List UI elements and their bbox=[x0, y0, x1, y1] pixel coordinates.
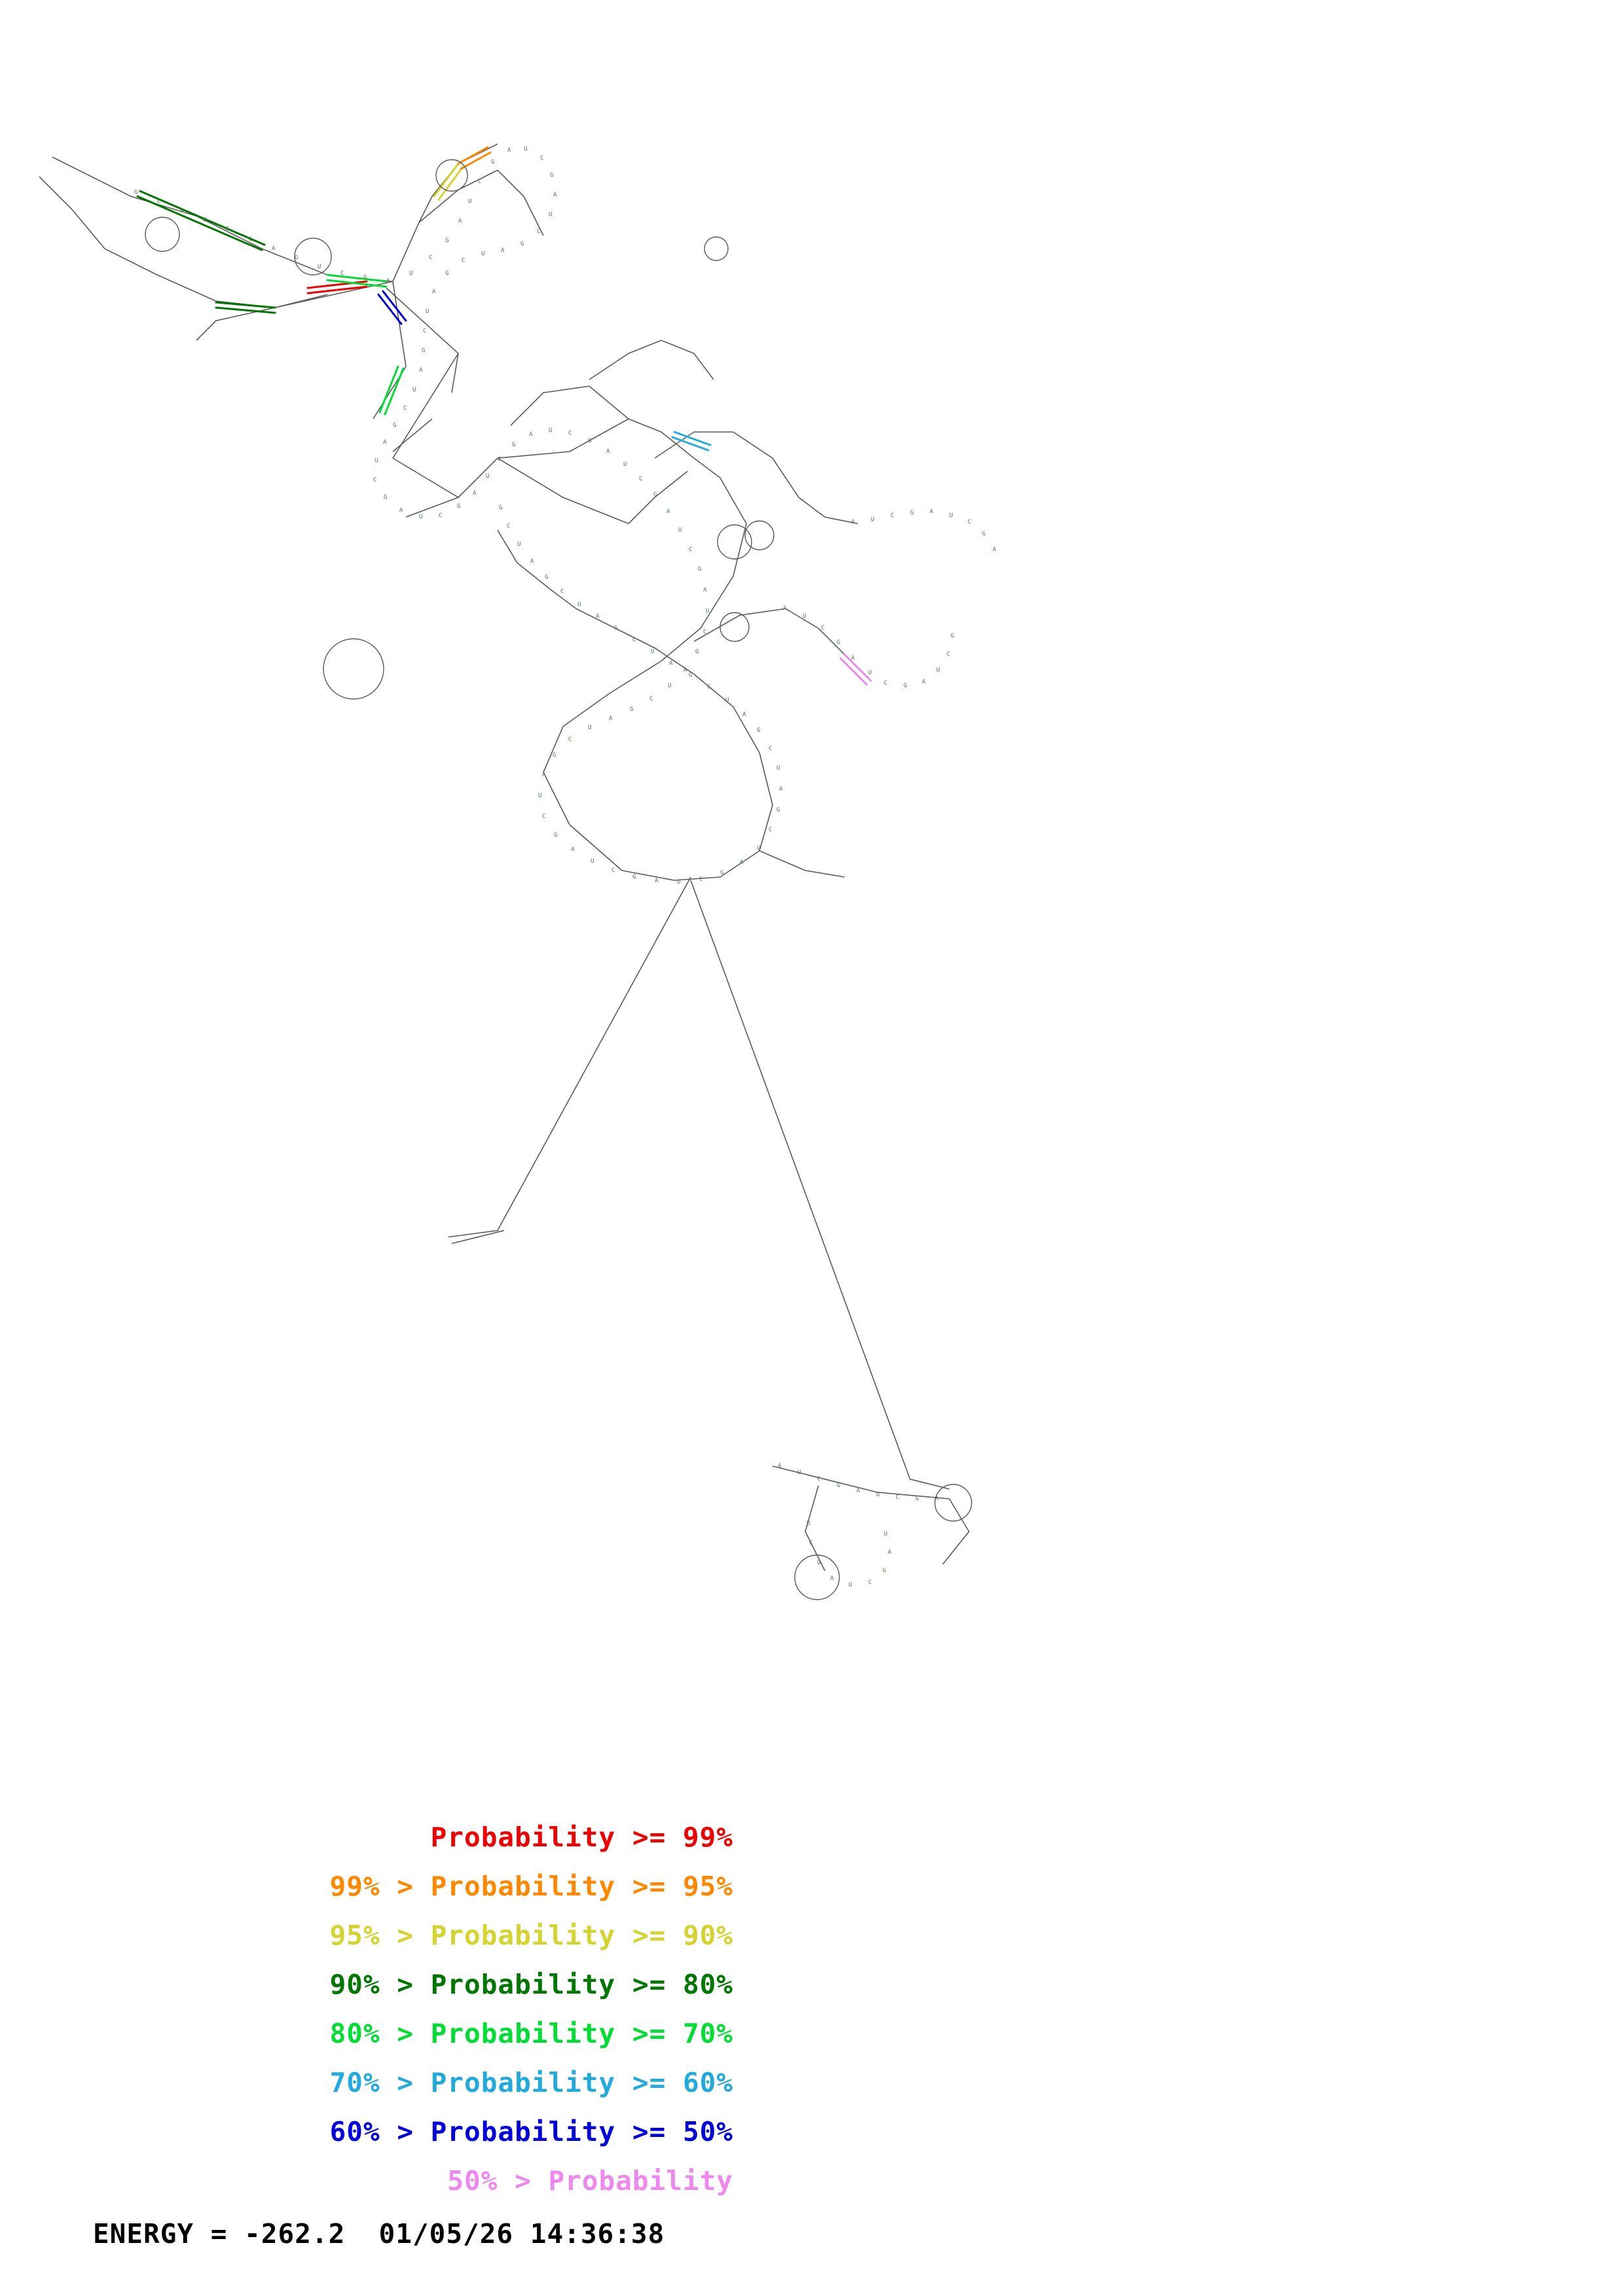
svg-text:G: G bbox=[982, 531, 986, 537]
svg-text:U: U bbox=[517, 541, 521, 548]
svg-text:U: U bbox=[757, 845, 761, 852]
svg-text:A: A bbox=[666, 509, 670, 515]
svg-text:A: A bbox=[553, 192, 557, 198]
svg-text:G: G bbox=[445, 238, 449, 244]
svg-text:U: U bbox=[549, 211, 553, 218]
svg-text:C: C bbox=[542, 814, 546, 820]
svg-text:C: C bbox=[507, 523, 511, 529]
legend-row: 50% > Probability bbox=[447, 2165, 733, 2197]
svg-text:C: C bbox=[540, 155, 544, 162]
svg-text:C: C bbox=[340, 270, 344, 277]
svg-text:A: A bbox=[432, 289, 436, 295]
svg-text:A: A bbox=[830, 1575, 834, 1582]
svg-text:G: G bbox=[757, 727, 761, 734]
svg-text:G: G bbox=[520, 241, 524, 247]
svg-text:G: G bbox=[445, 270, 449, 277]
svg-text:A: A bbox=[542, 772, 546, 778]
svg-text:U: U bbox=[803, 613, 807, 620]
svg-text:G: G bbox=[695, 649, 699, 655]
svg-text:U: U bbox=[486, 473, 490, 480]
svg-text:G: G bbox=[837, 639, 841, 646]
svg-text:C: C bbox=[769, 745, 773, 752]
svg-text:A: A bbox=[993, 547, 996, 553]
svg-text:U: U bbox=[524, 146, 528, 152]
svg-text:C: C bbox=[890, 512, 894, 519]
svg-text:A: A bbox=[856, 1488, 860, 1494]
svg-text:U: U bbox=[949, 512, 953, 519]
svg-text:U: U bbox=[577, 601, 581, 608]
svg-text:C: C bbox=[249, 236, 253, 243]
svg-text:C: C bbox=[649, 696, 653, 702]
svg-text:A: A bbox=[571, 846, 575, 853]
svg-text:A: A bbox=[684, 667, 687, 673]
svg-text:G: G bbox=[545, 574, 549, 581]
svg-text:G: G bbox=[915, 1496, 919, 1502]
svg-text:C: C bbox=[157, 198, 161, 205]
svg-text:C: C bbox=[373, 477, 377, 484]
svg-text:G: G bbox=[134, 189, 138, 196]
svg-text:A: A bbox=[783, 605, 787, 612]
svg-text:A: A bbox=[851, 519, 855, 526]
svg-text:G: G bbox=[422, 348, 426, 354]
svg-text:C: C bbox=[884, 680, 888, 687]
svg-text:A: A bbox=[473, 490, 477, 497]
svg-text:C: C bbox=[439, 512, 443, 519]
svg-text:C: C bbox=[478, 179, 482, 185]
svg-text:A: A bbox=[703, 587, 707, 594]
svg-text:A: A bbox=[655, 878, 659, 884]
svg-text:A: A bbox=[930, 509, 934, 515]
svg-text:C: C bbox=[868, 1579, 872, 1586]
svg-text:A: A bbox=[272, 245, 276, 252]
svg-text:G: G bbox=[512, 442, 516, 448]
legend-row: 95% > Probability >= 90% bbox=[329, 1920, 733, 1951]
svg-text:G: G bbox=[363, 274, 367, 281]
svg-text:G: G bbox=[653, 492, 657, 498]
svg-text:C: C bbox=[821, 625, 825, 632]
svg-text:U: U bbox=[868, 670, 872, 676]
svg-text:U: U bbox=[871, 516, 875, 523]
svg-text:U: U bbox=[419, 514, 423, 520]
svg-text:A: A bbox=[742, 711, 746, 718]
svg-text:U: U bbox=[481, 251, 485, 257]
svg-text:A: A bbox=[180, 207, 184, 214]
svg-text:U: U bbox=[591, 858, 594, 865]
svg-text:C: C bbox=[689, 547, 693, 553]
svg-text:U: U bbox=[706, 608, 710, 615]
svg-text:C: C bbox=[703, 629, 707, 636]
svg-text:C: C bbox=[639, 476, 643, 482]
svg-text:U: U bbox=[412, 387, 416, 393]
svg-text:G: G bbox=[499, 505, 503, 511]
svg-text:U: U bbox=[884, 1531, 888, 1537]
svg-text:U: U bbox=[876, 1492, 880, 1498]
svg-text:U: U bbox=[468, 198, 472, 205]
svg-text:U: U bbox=[936, 667, 940, 673]
svg-text:U: U bbox=[651, 649, 655, 655]
svg-text:A: A bbox=[922, 679, 926, 685]
svg-text:A: A bbox=[935, 1496, 939, 1502]
svg-text:C: C bbox=[403, 405, 407, 412]
svg-text:U: U bbox=[776, 765, 780, 772]
svg-text:G: G bbox=[837, 1482, 841, 1489]
svg-text:A: A bbox=[419, 367, 423, 374]
legend-row: 80% > Probability >= 70% bbox=[329, 2018, 733, 2049]
svg-text:A: A bbox=[529, 431, 533, 438]
svg-text:G: G bbox=[689, 672, 693, 679]
svg-text:G: G bbox=[698, 566, 702, 573]
svg-text:G: G bbox=[614, 625, 618, 632]
svg-text:C: C bbox=[568, 430, 572, 437]
svg-text:A: A bbox=[458, 218, 462, 224]
legend-row: 99% > Probability >= 95% bbox=[329, 1871, 733, 1902]
svg-text:G: G bbox=[910, 510, 914, 516]
svg-text:G: G bbox=[393, 422, 397, 429]
svg-text:U: U bbox=[677, 879, 681, 886]
svg-text:U: U bbox=[797, 1469, 801, 1476]
svg-text:U: U bbox=[203, 217, 207, 223]
svg-text:U: U bbox=[668, 683, 672, 689]
svg-text:U: U bbox=[409, 270, 413, 277]
svg-text:C: C bbox=[632, 637, 636, 643]
svg-text:C: C bbox=[707, 684, 711, 691]
svg-text:G: G bbox=[491, 159, 495, 166]
svg-text:A: A bbox=[399, 507, 403, 514]
svg-text:U: U bbox=[678, 527, 682, 533]
svg-text:U: U bbox=[318, 264, 321, 270]
svg-text:G: G bbox=[776, 807, 780, 814]
svg-text:G: G bbox=[630, 706, 634, 713]
svg-text:G: G bbox=[883, 1568, 886, 1574]
svg-text:U: U bbox=[549, 427, 553, 434]
svg-text:G: G bbox=[951, 633, 955, 639]
svg-text:A: A bbox=[530, 558, 534, 565]
svg-text:G: G bbox=[384, 494, 388, 501]
svg-text:C: C bbox=[769, 827, 773, 833]
svg-text:G: G bbox=[720, 870, 724, 876]
svg-text:U: U bbox=[426, 308, 429, 315]
svg-text:C: C bbox=[809, 1540, 813, 1547]
svg-text:C: C bbox=[462, 257, 465, 264]
svg-text:A: A bbox=[609, 715, 613, 722]
svg-text:A: A bbox=[386, 278, 390, 285]
legend-row: 60% > Probability >= 50% bbox=[329, 2116, 733, 2147]
svg-text:G: G bbox=[632, 874, 636, 880]
svg-text:A: A bbox=[596, 613, 600, 620]
svg-text:G: G bbox=[550, 172, 554, 179]
svg-text:A: A bbox=[669, 660, 673, 667]
svg-text:G: G bbox=[588, 438, 592, 444]
svg-text:A: A bbox=[501, 247, 505, 254]
svg-text:G: G bbox=[903, 683, 907, 689]
svg-text:A: A bbox=[606, 448, 610, 455]
svg-text:U: U bbox=[848, 1582, 852, 1588]
svg-text:C: C bbox=[896, 1494, 900, 1501]
svg-text:U: U bbox=[538, 793, 542, 799]
svg-text:G: G bbox=[817, 1560, 821, 1566]
svg-text:C: C bbox=[429, 255, 433, 261]
svg-text:A: A bbox=[778, 1463, 782, 1469]
legend-row: Probability >= 99% bbox=[430, 1821, 733, 1853]
svg-text:C: C bbox=[817, 1476, 821, 1482]
legend-row: 90% > Probability >= 80% bbox=[329, 1969, 733, 2000]
svg-text:A: A bbox=[740, 859, 744, 866]
svg-text:C: C bbox=[947, 651, 951, 658]
svg-text:G: G bbox=[226, 226, 230, 232]
svg-text:U: U bbox=[725, 697, 729, 704]
svg-text:C: C bbox=[560, 588, 564, 595]
svg-text:A: A bbox=[779, 786, 783, 793]
probability-legend bbox=[92, 1813, 877, 2259]
svg-text:G: G bbox=[553, 752, 556, 759]
svg-text:U: U bbox=[588, 725, 592, 731]
svg-text:U: U bbox=[623, 461, 627, 468]
legend-row: 70% > Probability >= 60% bbox=[329, 2067, 733, 2098]
energy-and-timestamp: ENERGY = -262.2 01/05/26 14:36:38 bbox=[93, 2218, 665, 2250]
svg-text:C: C bbox=[968, 519, 972, 526]
svg-text:G: G bbox=[457, 503, 461, 510]
svg-text:C: C bbox=[498, 456, 501, 463]
svg-text:U: U bbox=[374, 457, 378, 464]
svg-text:U: U bbox=[807, 1520, 811, 1527]
svg-text:A: A bbox=[851, 655, 855, 662]
svg-text:C: C bbox=[699, 876, 703, 883]
svg-text:C: C bbox=[423, 328, 427, 334]
svg-text:A: A bbox=[507, 147, 511, 154]
svg-text:G: G bbox=[554, 832, 558, 838]
svg-text:A: A bbox=[383, 439, 387, 446]
svg-text:C: C bbox=[537, 228, 541, 235]
svg-text:C: C bbox=[611, 867, 615, 874]
svg-text:G: G bbox=[295, 255, 299, 261]
svg-text:A: A bbox=[888, 1549, 892, 1556]
svg-text:C: C bbox=[568, 736, 572, 743]
